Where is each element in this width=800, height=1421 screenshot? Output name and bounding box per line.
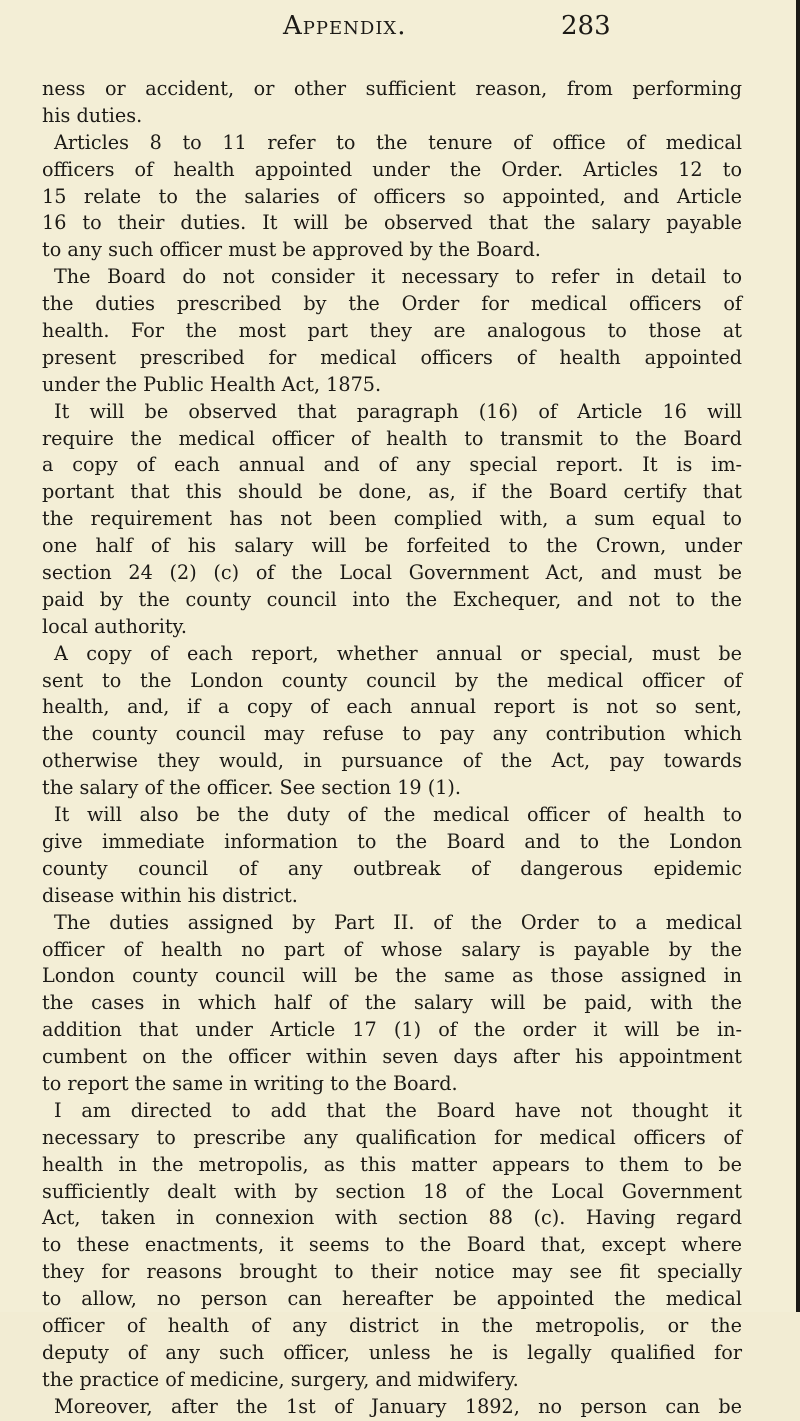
text-line: officer of health no part of whose salary is payable by the [42, 937, 742, 961]
text-line: the cases in which half of the salary will be paid, with the [42, 991, 742, 1015]
page-number: 283 [561, 11, 611, 41]
text-line: health, and, if a copy of each annual report is not so sent, [42, 695, 742, 719]
text-line: to allow, no person can hereafter be appointed the medical [42, 1287, 742, 1311]
text-line: Moreover, after the 1st of January 1892, no person can be [54, 1394, 742, 1418]
text-line: ness or accident, or other sufficient reason, from performing [42, 77, 742, 100]
text-line: give immediate information to the Board and to the London [42, 829, 742, 853]
text-line: the duties prescribed by the Order for medical officers of [42, 292, 742, 316]
text-line: deputy of any such officer, unless he is legally qualified for [42, 1340, 742, 1364]
text-line: It will be observed that paragraph (16) of Article 16 will [54, 399, 742, 423]
text-line: London county council will be the same as those assigned in [42, 964, 742, 988]
text-line: Act, taken in connexion with section 88 (c). Having regard [42, 1206, 742, 1230]
text-line: county council of any outbreak of dangerous epidemic [42, 856, 742, 880]
text-line: section 24 (2) (c) of the Local Government Act, and must be [42, 561, 742, 585]
text-line: the salary of the officer. See section 19 (1). [42, 776, 462, 800]
text-line: health in the metropolis, as this matter appears to them to be [42, 1152, 742, 1176]
text-line: I am directed to add that the Board have not thought it [54, 1098, 742, 1122]
text-line: the requirement has not been complied with, a sum equal to [42, 507, 742, 531]
text-line: The Board do not consider it necessary to refer in detail to [54, 265, 742, 289]
text-line: A copy of each report, whether annual or special, must be [54, 641, 742, 665]
running-head: Appendix. [283, 11, 407, 41]
page-header [0, 8, 800, 48]
text-line: under the Public Health Act, 1875. [42, 372, 382, 396]
text-line: his duties. [42, 103, 143, 127]
text-line: the county council may refuse to pay any contribution which [42, 722, 742, 746]
text-line: 16 to their duties. It will be observed that the salary payable [42, 211, 742, 235]
text-line: sent to the London county council by the medical officer of [42, 668, 742, 692]
text-line: local authority. [42, 614, 187, 638]
text-line: addition that under Article 17 (1) of the order it will be in- [42, 1018, 742, 1042]
text-line: cumbent on the officer within seven days after his appointment [42, 1045, 742, 1069]
text-line: they for reasons brought to their notice may see fit specially [42, 1260, 742, 1284]
text-line: The duties assigned by Part II. of the Order to a medical [54, 910, 742, 934]
text-line: officer of health of any district in the metropolis, or the [42, 1313, 742, 1337]
text-line: to these enactments, it seems to the Board that, except where [42, 1233, 742, 1257]
text-line: a copy of each annual and of any special report. It is im- [42, 453, 742, 477]
text-line: present prescribed for medical officers of health appointed [42, 345, 742, 369]
body-text [42, 76, 742, 1421]
text-line: It will also be the duty of the medical officer of health to [54, 803, 742, 827]
text-line: paid by the county council into the Exchequer, and not to the [42, 587, 742, 611]
text-line: the practice of medicine, surgery, and midwifery. [42, 1367, 519, 1391]
text-line: portant that this should be done, as, if the Board certify that [42, 480, 742, 504]
text-line: Articles 8 to 11 refer to the tenure of office of medical [54, 130, 742, 154]
text-line: require the medical officer of health to transmit to the Board [42, 426, 742, 450]
text-line: necessary to prescribe any qualification for medical officers of [42, 1125, 742, 1149]
text-line: to any such officer must be approved by the Board. [42, 238, 541, 262]
text-line: 15 relate to the salaries of officers so appointed, and Article [42, 184, 742, 208]
page-edge [796, 0, 800, 1312]
text-line: health. For the most part they are analogous to those at [42, 319, 742, 343]
text-line: sufficiently dealt with by section 18 of the Local Government [42, 1179, 742, 1203]
text-line: disease within his district. [42, 883, 298, 907]
text-line: to report the same in writing to the Board. [42, 1071, 458, 1095]
text-line: officers of health appointed under the Order. Articles 12 to [42, 157, 742, 181]
text-line: one half of his salary will be forfeited to the Crown, under [42, 534, 742, 558]
text-line: otherwise they would, in pursuance of the Act, pay towards [42, 749, 742, 773]
